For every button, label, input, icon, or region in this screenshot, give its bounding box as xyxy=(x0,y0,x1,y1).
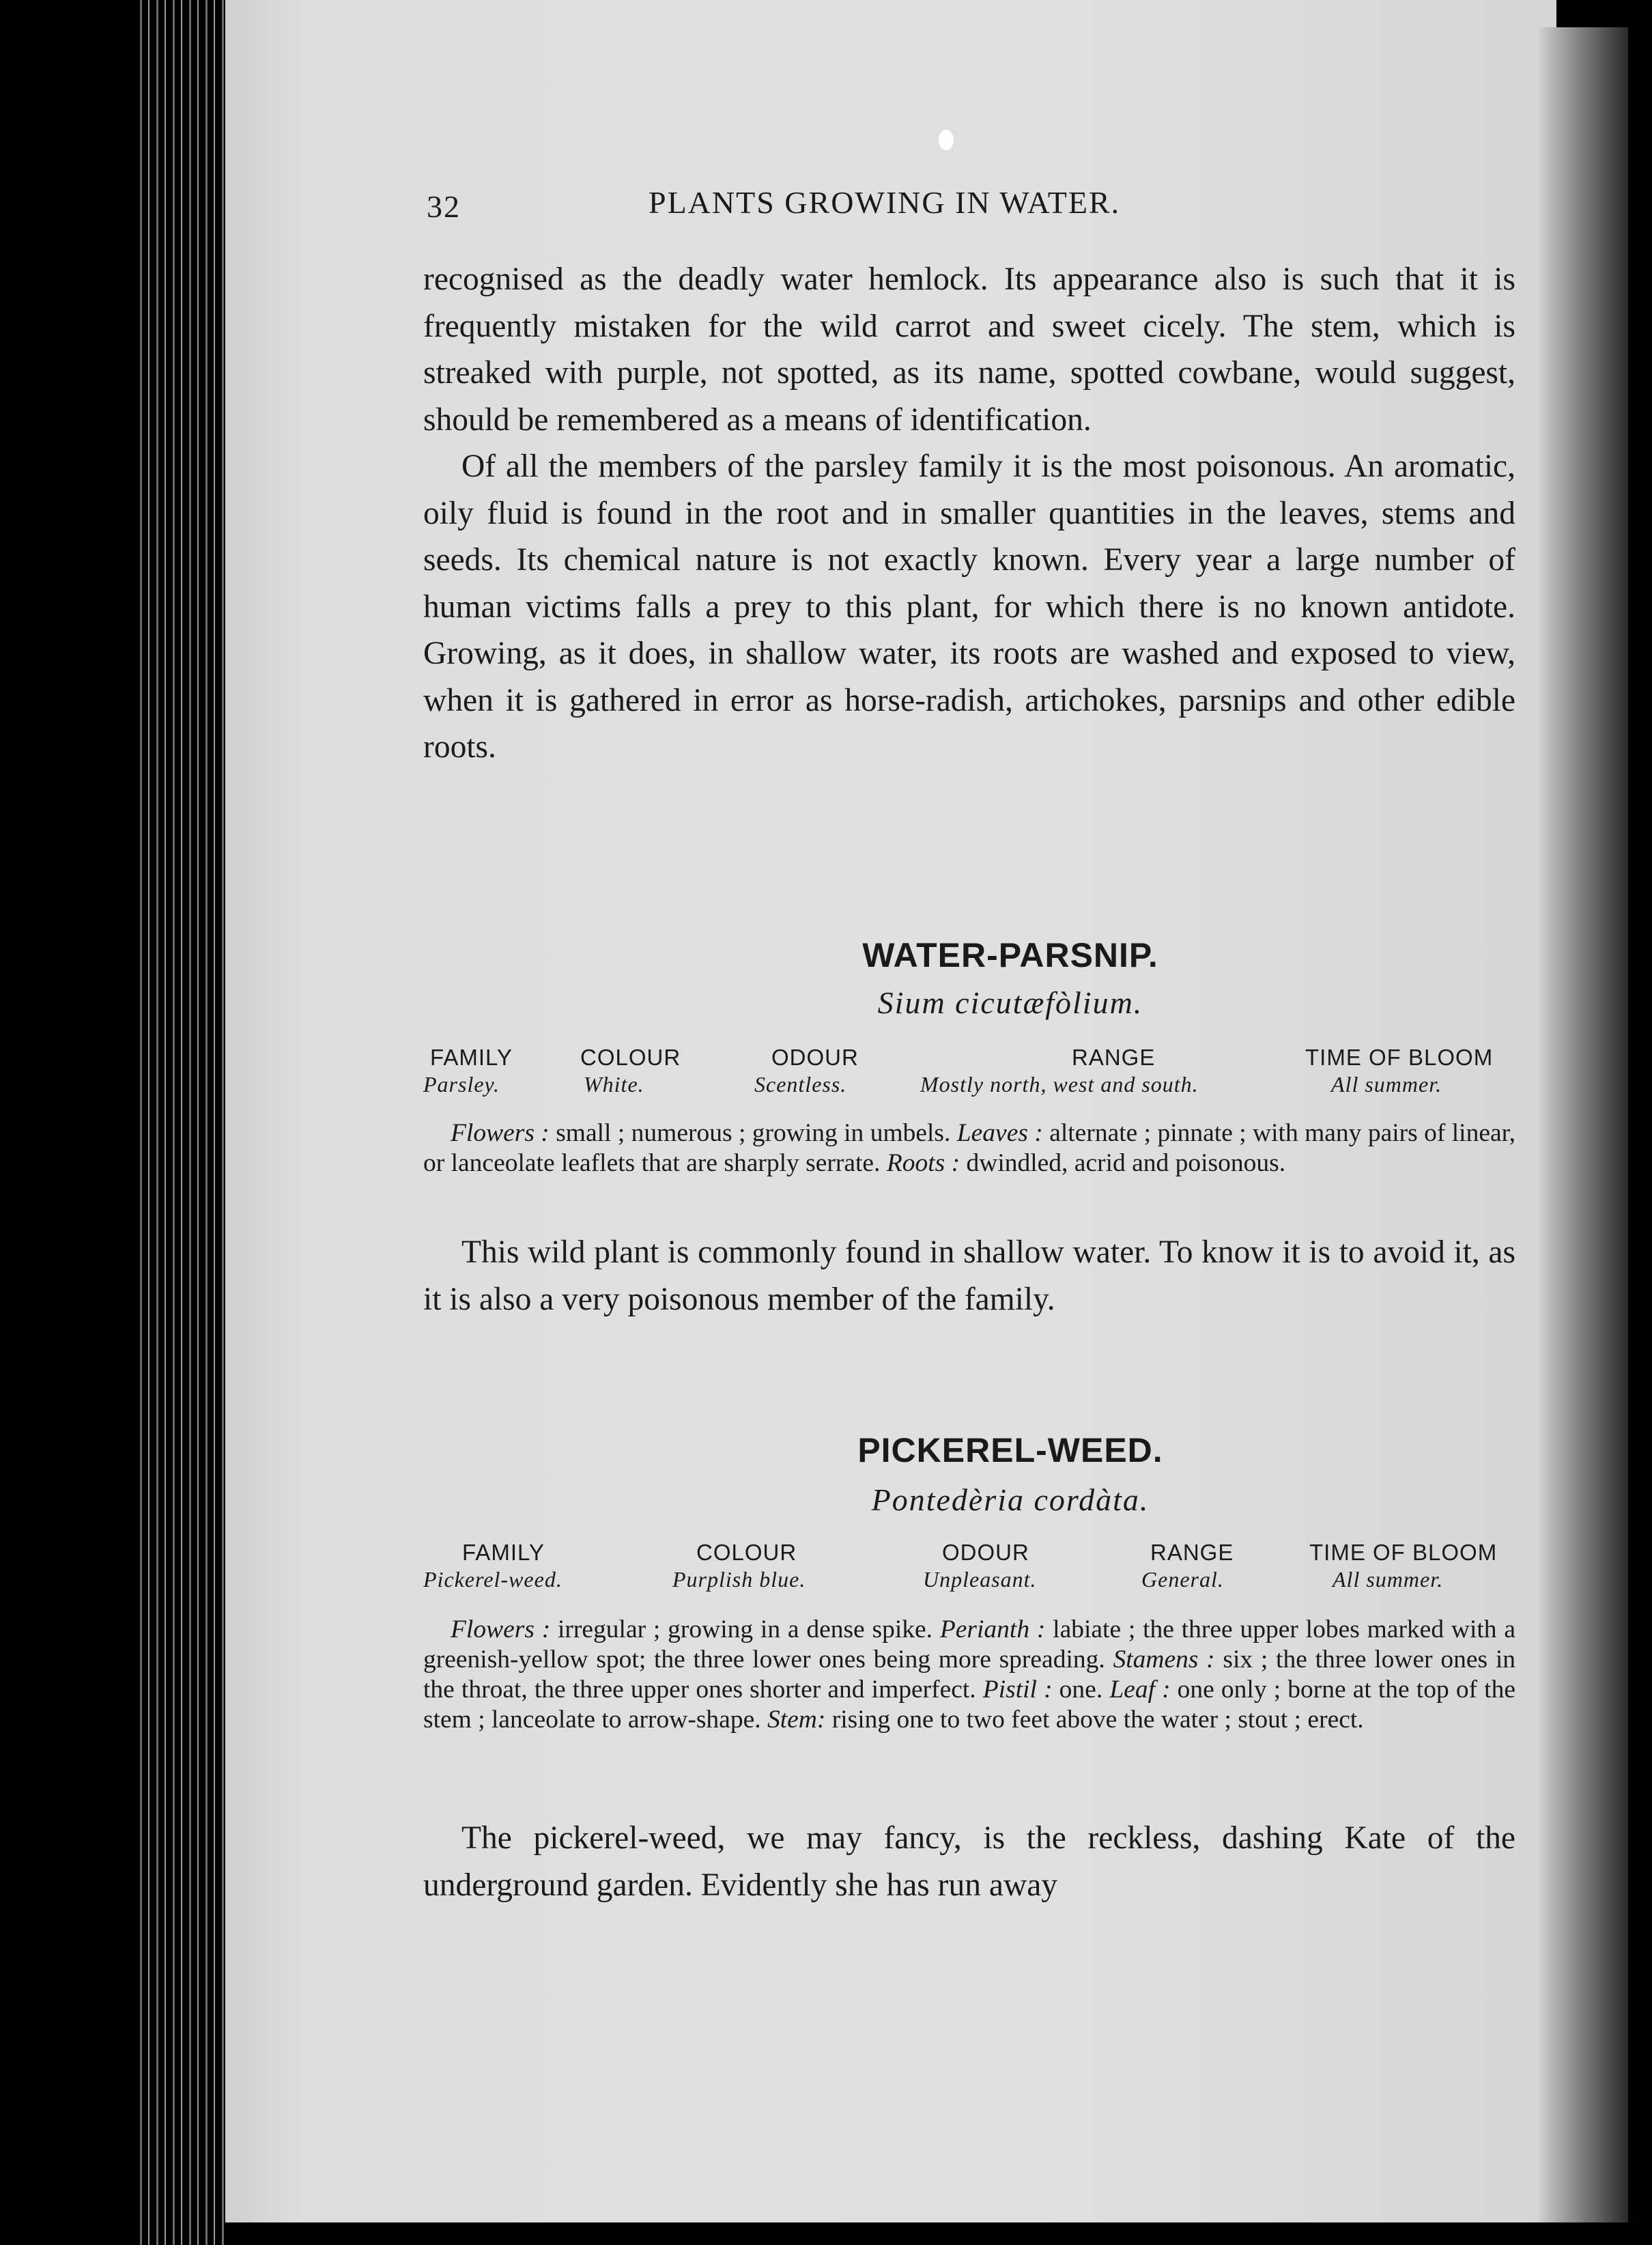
intro-paragraph-1: recognised as the deadly water hemlock. Its appearance also is such that it is frequently mistaken for the wild carrot and sweet cicely. The stem, which is streaked with purple, not spotted, as its name, spotted cowbane, would suggest, should be remembered as a means of identification. xyxy=(423,262,1515,438)
water-parsnip-description xyxy=(423,1118,1515,1178)
running-header xyxy=(427,184,1512,232)
desc-key-roots: Roots : xyxy=(886,1149,960,1177)
attr-label-colour: COLOUR xyxy=(580,1045,681,1070)
attr-label-range: RANGE xyxy=(1150,1540,1234,1565)
page-edges xyxy=(133,0,229,2245)
desc-key-stem: Stem: xyxy=(767,1706,826,1734)
pickerel-weed-body xyxy=(423,1815,1515,1908)
attr-label-odour: ODOUR xyxy=(942,1540,1029,1565)
attr-value-odour: Scentless. xyxy=(754,1072,847,1097)
desc-value-flowers: small ; numerous ; growing in umbels. xyxy=(549,1119,957,1147)
pickerel-weed-paragraph: The pickerel-weed, we may fancy, is the reckless, dashing Kate of the underground garden. Evidently she has run away xyxy=(423,1820,1515,1903)
scan-artifact xyxy=(939,130,954,150)
binding-gutter xyxy=(1539,27,1628,2222)
desc-value-leaf: one only ; borne at the top of the stem ; lanceolate to arrow-shape. xyxy=(423,1676,1515,1734)
water-parsnip-body xyxy=(423,1229,1515,1323)
pickerel-weed-heading: PICKEREL-WEED. xyxy=(857,1431,1163,1469)
desc-key-pistil: Pistil : xyxy=(982,1676,1053,1704)
desc-key-leaf: Leaf : xyxy=(1109,1676,1171,1704)
water-parsnip-latin: Sium cicutæfòlium. xyxy=(877,985,1143,1020)
attr-value-time-of-bloom: All summer. xyxy=(1333,1567,1444,1592)
desc-key-perianth: Perianth : xyxy=(939,1615,1046,1643)
desc-value-stem: rising one to two feet above the water ; stout ; erect. xyxy=(825,1706,1364,1734)
desc-value-flowers: irregular ; growing in a dense spike. xyxy=(550,1615,940,1643)
attr-label-family: FAMILY xyxy=(462,1540,545,1565)
desc-key-flowers: Flowers : xyxy=(451,1119,550,1147)
desc-value-perianth: labiate ; the three upper lobes marked with a greenish-yellow spot; the three lower ones being more spreading. xyxy=(423,1615,1515,1674)
water-parsnip-paragraph: This wild plant is commonly found in shallow water. To know it is to avoid it, as it is also a very poisonous member of the family. xyxy=(423,1234,1515,1317)
water-parsnip-heading: WATER-PARSNIP. xyxy=(862,936,1158,974)
attr-label-time-of-bloom: TIME OF BLOOM xyxy=(1305,1045,1494,1070)
attr-value-colour: White. xyxy=(584,1072,644,1097)
desc-key-flowers: Flowers : xyxy=(451,1615,551,1643)
intro-text xyxy=(423,256,1515,771)
pickerel-weed-latin: Pontedèria cordàta. xyxy=(871,1482,1150,1517)
desc-key-stamens: Stamens : xyxy=(1113,1646,1215,1674)
attr-label-family: FAMILY xyxy=(430,1045,513,1070)
page-number: 32 xyxy=(427,189,461,224)
running-title: PLANTS GROWING IN WATER. xyxy=(649,185,1121,220)
attr-label-odour: ODOUR xyxy=(771,1045,859,1070)
attr-value-family: Pickerel-weed. xyxy=(423,1567,562,1592)
attr-label-colour: COLOUR xyxy=(696,1540,797,1565)
desc-value-stamens: six ; the three lower ones in the throat, the three upper ones shorter and imperfect. xyxy=(423,1646,1515,1704)
desc-key-leaves: Leaves : xyxy=(956,1119,1043,1147)
attr-value-colour: Purplish blue. xyxy=(672,1567,806,1592)
attr-label-range: RANGE xyxy=(1072,1045,1156,1070)
attr-value-time-of-bloom: All summer. xyxy=(1331,1072,1442,1097)
attr-value-odour: Unpleasant. xyxy=(923,1567,1037,1592)
desc-value-leaves: alternate ; pinnate ; with many pairs of linear, or lanceolate leaflets that are sharply serrate. xyxy=(423,1119,1515,1177)
attr-value-family: Parsley. xyxy=(423,1072,500,1097)
pickerel-weed-description xyxy=(423,1615,1515,1735)
attr-value-range: Mostly north, west and south. xyxy=(920,1072,1199,1097)
attr-value-range: General. xyxy=(1141,1567,1224,1592)
desc-value-roots: dwindled, acrid and poisonous. xyxy=(960,1149,1286,1177)
intro-paragraph-2: Of all the members of the parsley family it is the most poisonous. An aromatic, oily fluid is found in the root and in smaller quantities in the leaves, stems and seeds. Its chemical nature is not exactly known. Every year a large number of human victims falls a prey to this plant, for which there is no known antidote. Growing, as it does, in shallow water, its roots are washed and exposed to view, when it is gathered in error as horse-radish, artichokes, parsnips and other edible roots. xyxy=(423,449,1515,765)
desc-value-pistil: one. xyxy=(1052,1676,1110,1704)
attr-label-time-of-bloom: TIME OF BLOOM xyxy=(1309,1540,1498,1565)
